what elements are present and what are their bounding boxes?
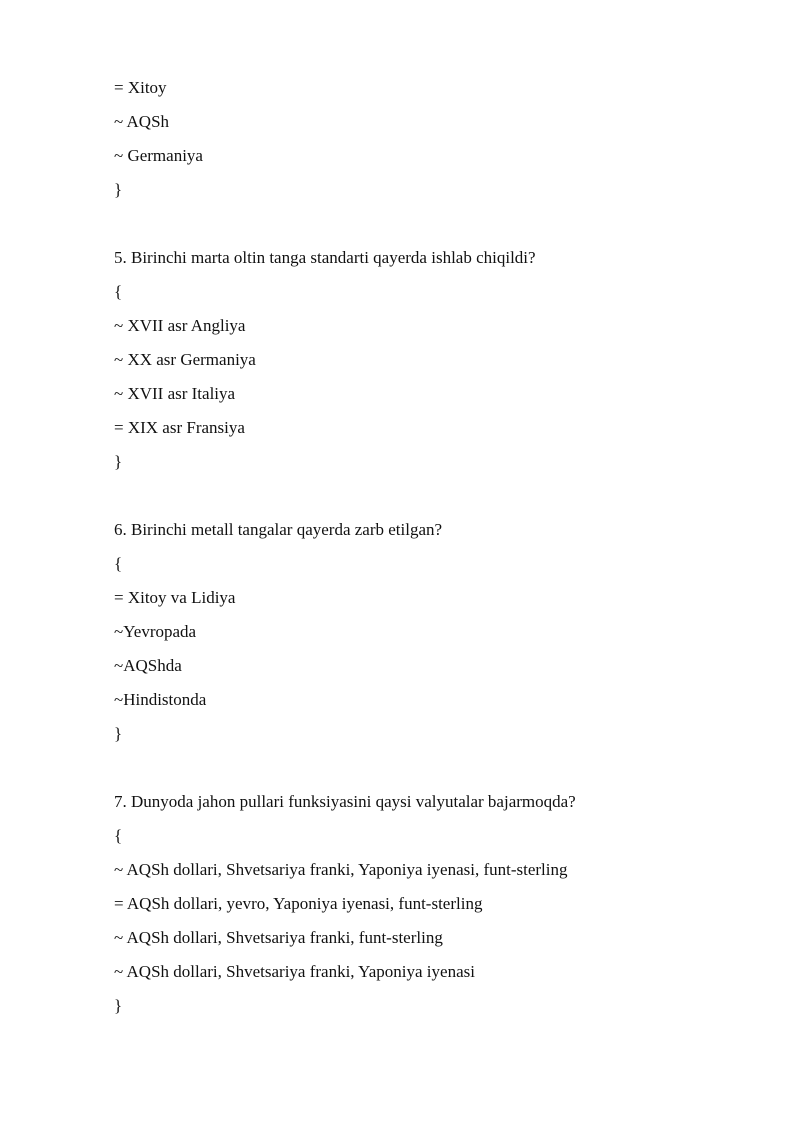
answer-option: = Xitoy: [114, 78, 167, 97]
question-text: 6. Birinchi metall tangalar qayerda zarb etilgan?: [114, 520, 443, 539]
answer-option: ~ AQSh dollari, Shvetsariya franki, Yaponiya iyenasi, funt-sterling: [114, 860, 568, 879]
closing-brace: }: [114, 180, 123, 199]
question-block-7: [114, 790, 754, 1028]
answer-option: ~ AQSh dollari, Shvetsariya franki, funt-sterling: [114, 928, 443, 947]
answer-option: ~ XX asr Germaniya: [114, 350, 256, 369]
answer-option: ~ Germaniya: [114, 146, 203, 165]
opening-brace: {: [114, 282, 123, 301]
closing-brace: }: [114, 452, 123, 471]
answer-option: ~Yevropada: [114, 622, 197, 641]
question-text: 7. Dunyoda jahon pullari funksiyasini qaysi valyutalar bajarmoqda?: [114, 792, 576, 811]
answer-option: ~ XVII asr Italiya: [114, 384, 236, 403]
answer-option: ~AQShda: [114, 656, 182, 675]
question-text: 5. Birinchi marta oltin tanga standarti qayerda ishlab chiqildi?: [114, 248, 536, 267]
answer-option: ~ AQSh dollari, Shvetsariya franki, Yaponiya iyenasi: [114, 962, 475, 981]
spacer: [114, 484, 754, 518]
closing-brace: }: [114, 996, 123, 1015]
opening-brace: {: [114, 554, 123, 573]
answer-option: = Xitoy va Lidiya: [114, 588, 236, 607]
document-page: [114, 76, 754, 1028]
question-block-prev: [114, 76, 754, 212]
question-block-5: [114, 246, 754, 484]
answer-option: ~ XVII asr Angliya: [114, 316, 246, 335]
answer-option: = AQSh dollari, yevro, Yaponiya iyenasi, funt-sterling: [114, 894, 483, 913]
answer-option: = XIX asr Fransiya: [114, 418, 245, 437]
closing-brace: }: [114, 724, 123, 743]
opening-brace: {: [114, 826, 123, 845]
spacer: [114, 212, 754, 246]
spacer: [114, 756, 754, 790]
answer-option: ~ AQSh: [114, 112, 170, 131]
answer-option: ~Hindistonda: [114, 690, 207, 709]
question-block-6: [114, 518, 754, 756]
